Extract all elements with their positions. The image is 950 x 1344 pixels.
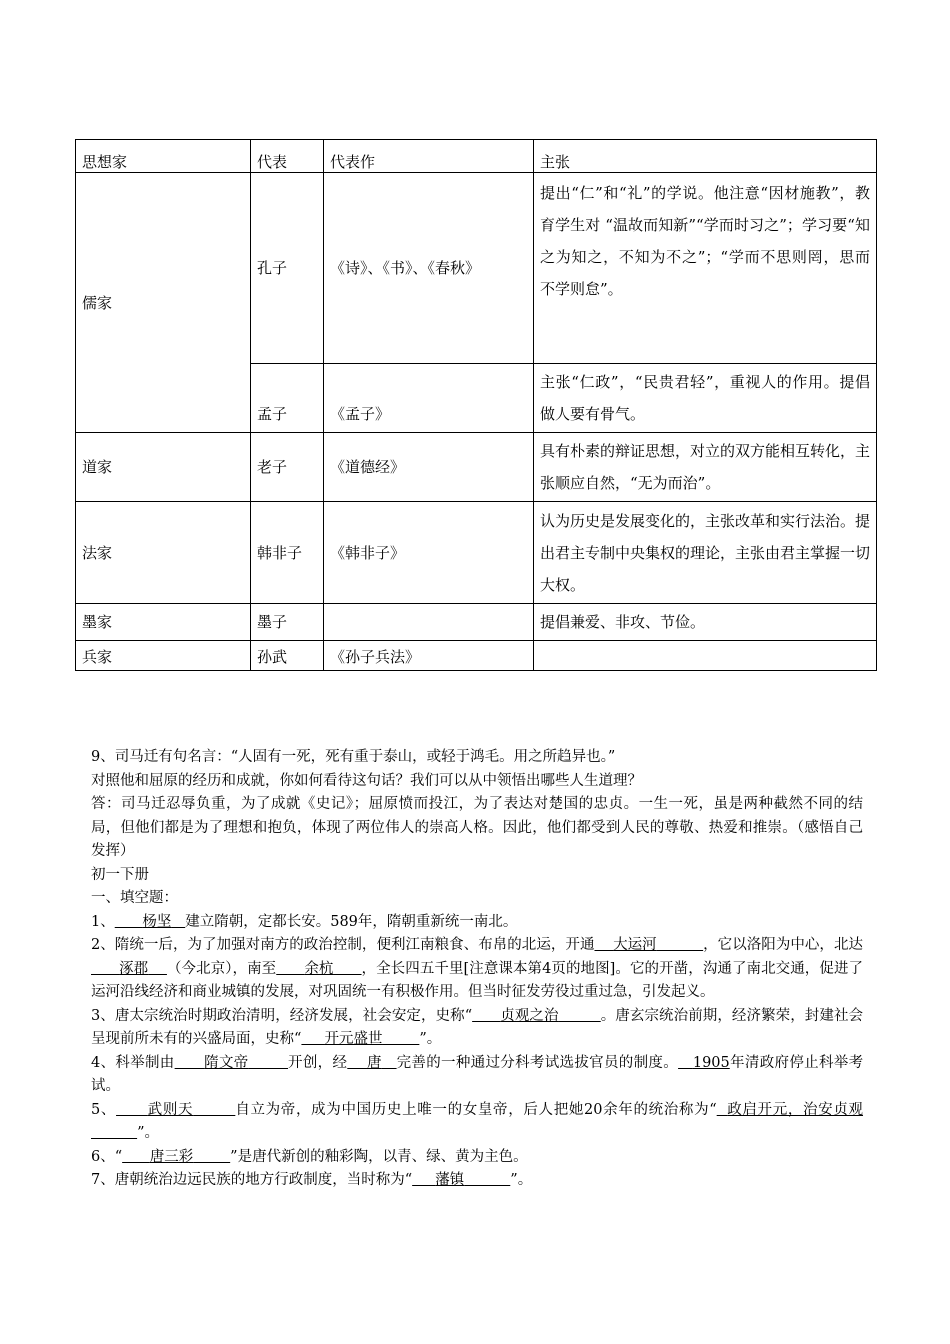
header-claim: 主张: [534, 140, 877, 173]
answer-blank: 隋文帝: [204, 1054, 249, 1071]
school-cell: 道家: [76, 433, 251, 502]
fill-item-6: 6、“ 唐三彩 ”是唐代新创的釉彩陶，以青、绿、黄为主色。: [91, 1148, 528, 1165]
work-cell: 《孙子兵法》: [324, 641, 534, 671]
table-header-row: [76, 140, 877, 173]
question-9-line2: 对照他和屈原的经历和成就，你如何看待这句话？我们可以从中领悟出哪些人生道理？: [91, 772, 642, 789]
claim-cell: 认为历史是发展变化的，主张改革和实行法治。提出君主专制中央集权的理论，主张由君主掌握一切大权。: [534, 502, 877, 604]
fill-item-3: 3、唐太宗统治时期政治清明，经济发展，社会安定，史称“ 贞观之治 。唐玄宗统治前期，经济繁荣，封建社会呈现前所未有的兴盛局面，史称“ 开元盛世 ”。: [91, 1007, 864, 1047]
table-row: [76, 641, 877, 671]
person-cell: 老子: [251, 433, 324, 502]
answer-blank: 1905: [692, 1054, 730, 1071]
person-cell: 孔子: [251, 173, 324, 364]
work-cell: [324, 604, 534, 641]
answer-blank: 余杭: [304, 960, 334, 977]
header-person: 代表: [251, 140, 324, 173]
answer-blank: 武则天: [147, 1101, 194, 1118]
claim-cell: [534, 641, 877, 671]
person-cell: 韩非子: [251, 502, 324, 604]
question-9-answer: 答：司马迁忍辱负重，为了成就《史记》；屈原愤而投江，为了表达对楚国的忠贞。一生一死，虽是两种截然不同的结局，但他们都是为了理想和抱负，体现了两位伟人的崇高人格。因此，他们都受到人民的尊敬、热爱和推崇。（感悟自己发挥）: [91, 796, 863, 859]
answer-blank: 藩镇: [435, 1172, 465, 1188]
answer-blank: 唐: [366, 1054, 382, 1071]
answer-blank: 涿郡: [119, 960, 149, 977]
fill-item-2: 2、隋统一后，为了加强对南方的政治控制，便利江南粮食、布帛的北运，开通 大运河 ，它以洛阳为中心，北达 涿郡 （今北京），南至 余杭 ，全长四五千里[注意课本第4页的地图]。它的开凿，沟通了南北交通，促进了运河沿线经济和商业城镇的发展，对巩固统一有积极作用。但当时征发劳役过重过急，引发起义。: [91, 937, 864, 1000]
fill-item-5: 5、 武则天 自立为帝，成为中国历史上唯一的女皇帝，后人把她20余年的统治称为“ 政启开元，治安贞观 ”。: [91, 1101, 864, 1141]
person-cell: 孙武: [251, 641, 324, 671]
header-work: 代表作: [324, 140, 534, 173]
work-cell: 《韩非子》: [324, 502, 534, 604]
answer-blank: 政启开元，治安贞观: [727, 1101, 864, 1118]
claim-cell: 提倡兼爱、非攻、节俭。: [534, 604, 877, 641]
question-9-line1: 9、司马迁有句名言：“人固有一死，死有重于泰山，或轻于鸿毛。用之所趋异也。”: [91, 749, 616, 765]
claim-cell: 提出“仁”和“礼”的学说。他注意“因材施教”，教育学生对 “温故而知新”“学而时习之”；学习要“知之为知之，不知为不之”；“学而不思则罔，思而不学则怠”。: [534, 173, 877, 364]
answer-blank: 唐三彩: [149, 1148, 194, 1165]
work-cell: 《孟子》: [324, 364, 534, 433]
school-cell: 法家: [76, 502, 251, 604]
person-cell: 墨子: [251, 604, 324, 641]
questions-section: [91, 746, 863, 1193]
work-cell: 《诗》、《书》、《春秋》: [324, 173, 534, 364]
header-school: 思想家: [76, 140, 251, 173]
claim-cell: 主张“仁政”，“民贵君轻”，重视人的作用。提倡做人要有骨气。: [534, 364, 877, 433]
work-cell: 《道德经》: [324, 433, 534, 502]
answer-blank: 杨坚: [142, 913, 172, 930]
answer-blank: 贞观之治: [500, 1007, 559, 1024]
thinkers-table: [75, 139, 877, 671]
school-cell: 儒家: [76, 173, 251, 433]
claim-cell: 具有朴素的辩证思想，对立的双方能相互转化，主张顺应自然，“无为而治”。: [534, 433, 877, 502]
table-row: [76, 173, 877, 364]
table-row: [76, 502, 877, 604]
table-row: [76, 604, 877, 641]
fill-item-1: 1、 杨坚 建立隋朝，定都长安。589年，隋朝重新统一南北。: [91, 913, 518, 930]
school-cell: 兵家: [76, 641, 251, 671]
answer-blank: 大运河: [613, 937, 657, 953]
fill-item-7: 7、唐朝统治边远民族的地方行政制度，当时称为“ 藩镇 ”。: [91, 1172, 533, 1188]
section-title: 一、填空题：: [91, 890, 178, 906]
section-book: 初一下册: [91, 866, 149, 883]
answer-blank: 开元盛世: [324, 1031, 383, 1047]
school-cell: 墨家: [76, 604, 251, 641]
fill-item-4: 4、科举制由 隋文帝 开创，经 唐 完善的一种通过分科考试选拔官员的制度。 1905年清政府停止科举考试。: [91, 1054, 864, 1094]
person-cell: 孟子: [251, 364, 324, 433]
table-row: [76, 433, 877, 502]
